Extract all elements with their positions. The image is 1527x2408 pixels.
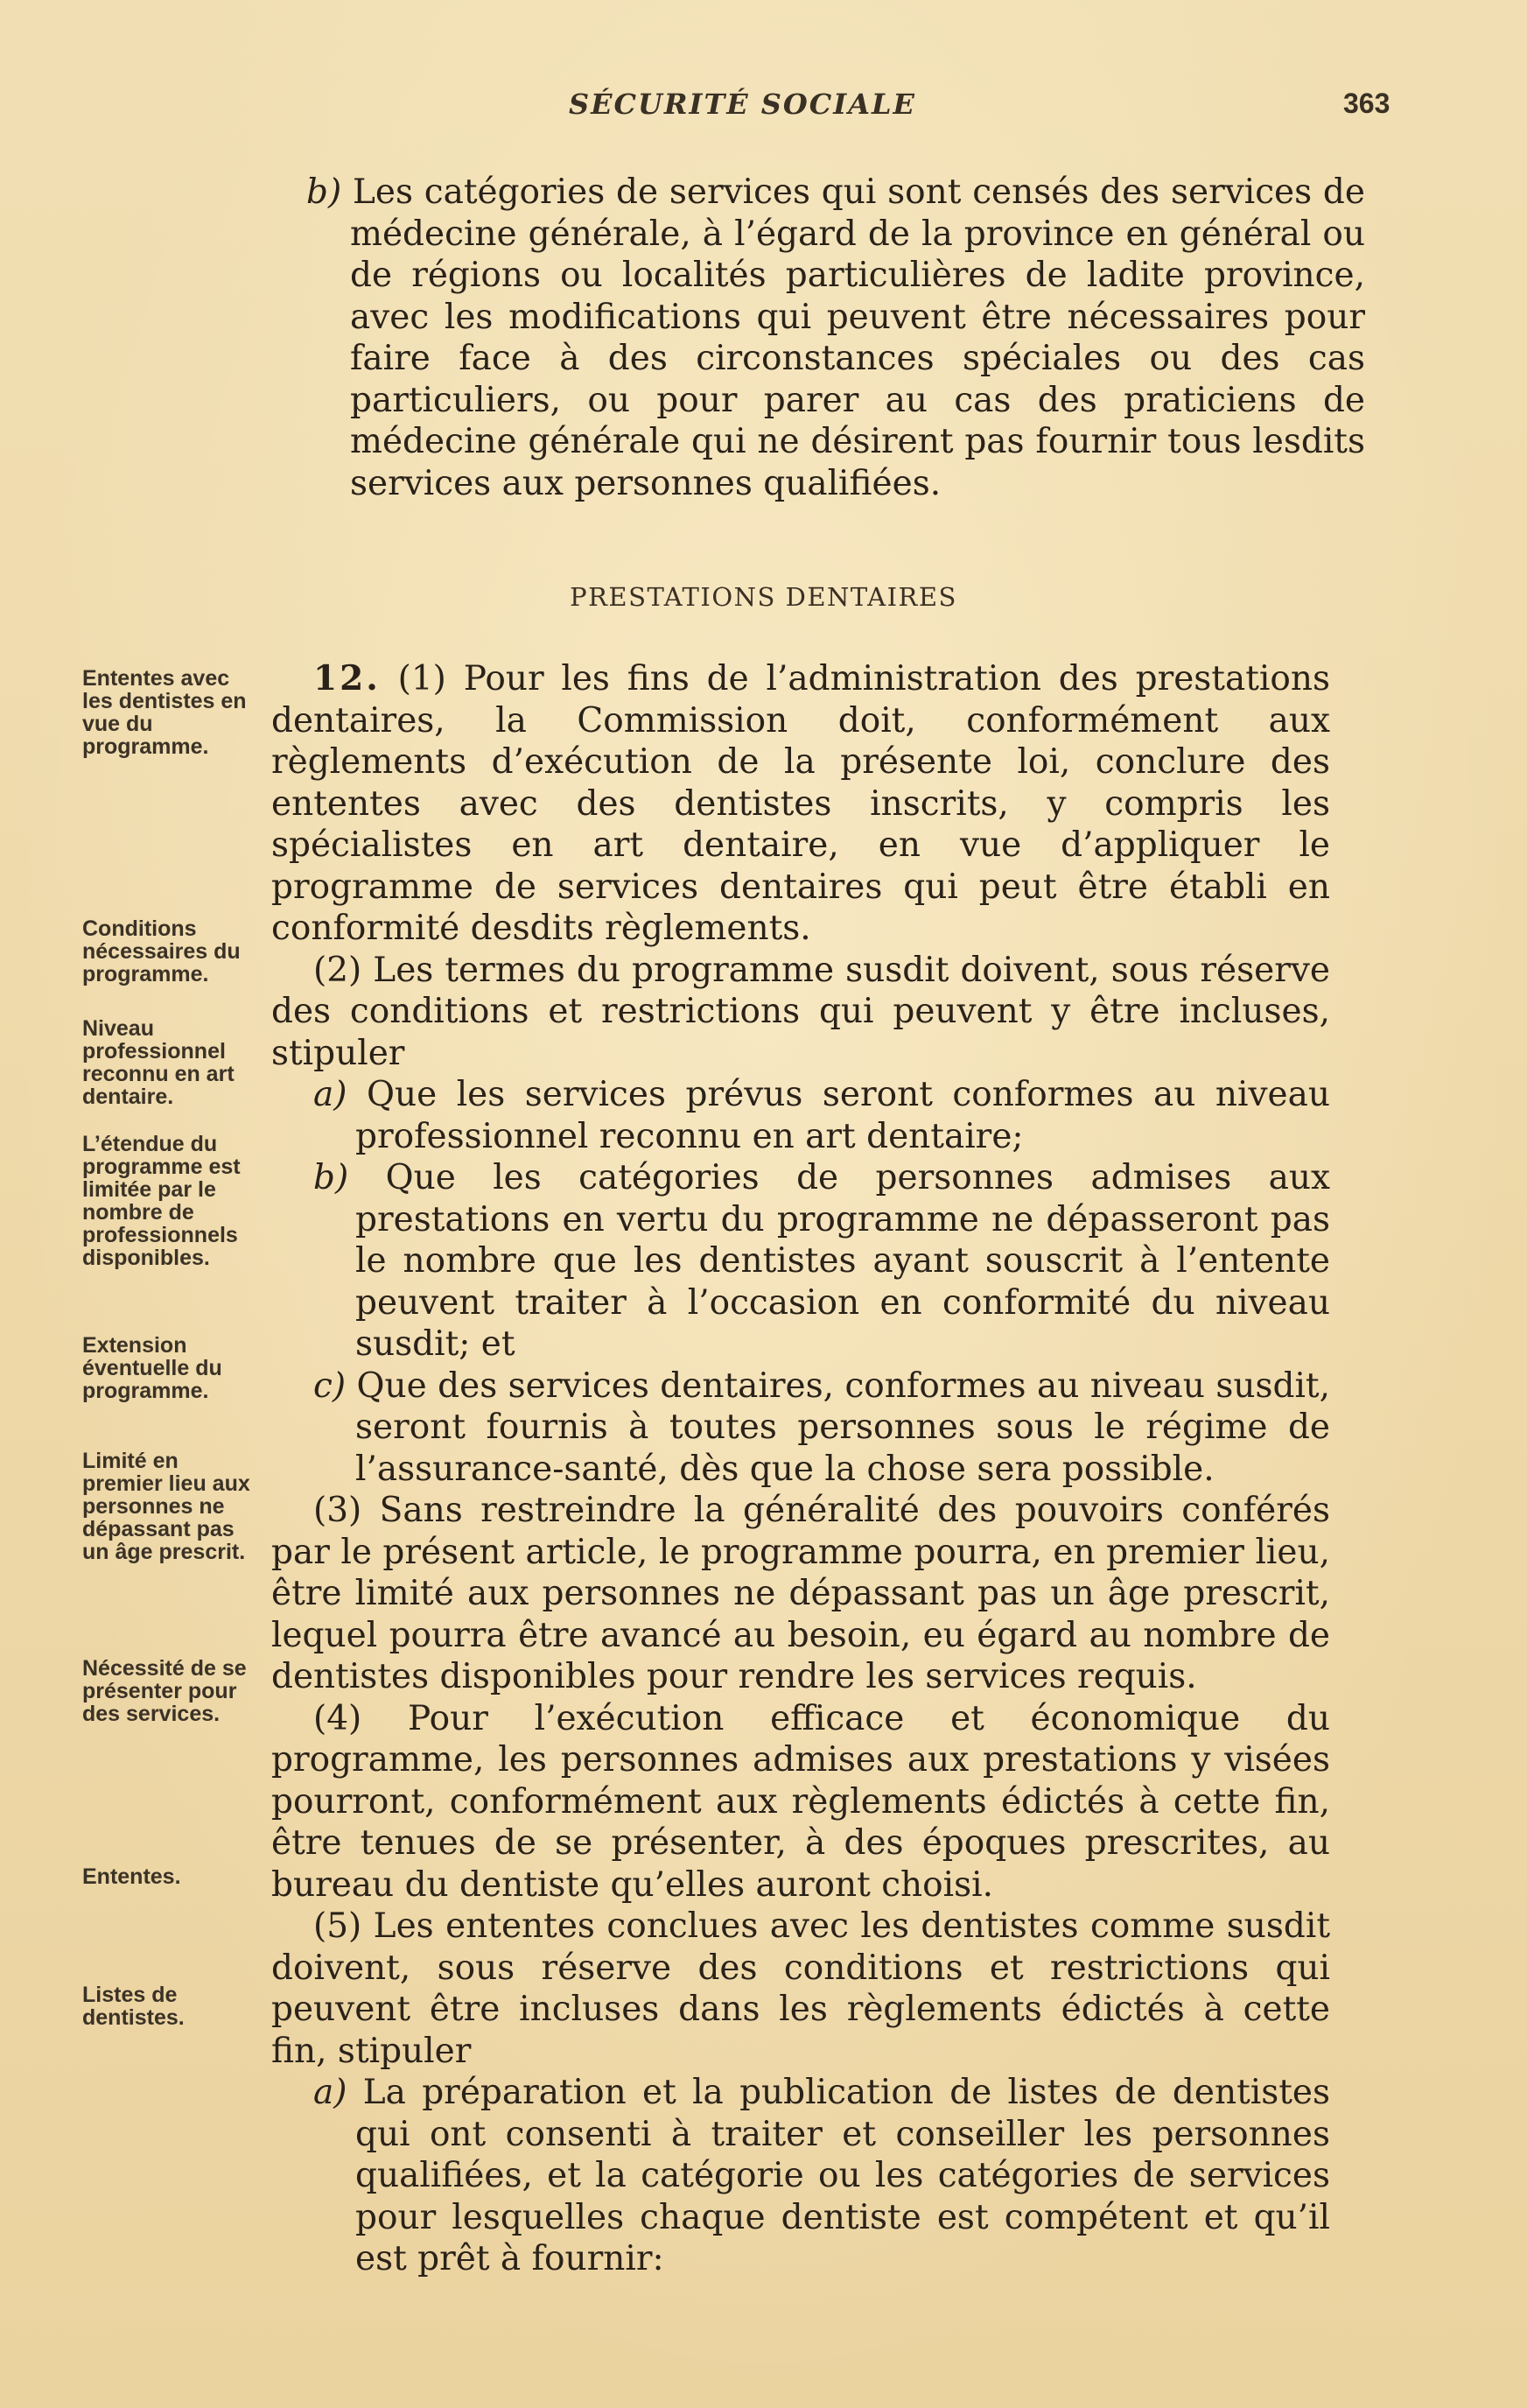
marginal-note: Listes de dentistes. [82, 1983, 185, 2030]
marginal-note: Ententes. [82, 1864, 181, 1889]
clause-text: Les catégories de services qui sont censés des services de médecine générale, à l’égard de la province en général ou de régions ou localités particulières de ladite province, avec les modifications qui peuvent être nécessaires pour faire face à des circonstances spéciales ou des cas particuliers, ou pour parer au cas des praticiens de médecine générale qui ne désirent pas fournir tous lesdits services aux personnes qualifiées. [350, 172, 1365, 503]
clause-label: c) [313, 1365, 347, 1406]
clause-text: La préparation et la publication de listes de dentistes qui ont consenti à traiter et conseiller les personnes qualifiées, et la catégorie ou les catégories de services pour lesquelles chaque dentiste est compétent et qu’il est prêt à fournir: [355, 2073, 1330, 2278]
clause-label: a) [313, 2073, 347, 2112]
paragraph-2: (2) Les termes du programme susdit doivent, sous réserve des conditions et restrictions qui peuvent y être incluses, stipuler [271, 950, 1330, 1073]
clause-label: b) [313, 1158, 349, 1197]
clause-text: Que les services prévus seront conformes au niveau professionnel reconnu en art dentaire; [355, 1075, 1330, 1156]
page-header [0, 88, 1527, 131]
clause-label: b) [306, 172, 342, 212]
marginal-note: Limité en premier lieu aux personnes ne dépassant pas un âge prescrit. [82, 1449, 250, 1564]
clause-b-continued [306, 172, 1365, 504]
paragraph-4: (4) Pour l’exécution efficace et économique du programme, les personnes admises aux prestations y visées pourront, conformément aux règlements édictés à cette fin, être tenues de se présenter, à des époques prescrites, au bureau du dentiste qu’elles auront choisi. [271, 1698, 1330, 1905]
section-heading: PRESTATIONS DENTAIRES [570, 582, 957, 612]
paragraph-1 [271, 658, 1330, 950]
clause-text: Que les catégories de personnes admises aux prestations en vertu du programme ne dépasseront pas le nombre que les dentistes ayant souscrit à l’entente peuvent traiter à l’occasion en conformité du niveau susdit; et [355, 1158, 1330, 1364]
marginal-note: Nécessité de se présenter pour des services. [82, 1656, 247, 1726]
clause-item [313, 1074, 1330, 1157]
paragraph-text: (1) Pour les fins de l’administration des prestations dentaires, la Commission doit, conformément aux règlements d’exécution de la présente loi, conclure des ententes avec des dentistes inscrits, y compris les spécialistes en art dentaire, en vue d’appliquer le programme de services dentaires qui peut être établi en conformité desdits règlements. [271, 659, 1330, 948]
marginal-note: L’étendue du programme est limitée par le nombre de professionnels disponibles. [82, 1132, 241, 1270]
section-12 [271, 658, 1330, 2280]
page-number: 363 [1343, 88, 1390, 119]
running-head: SÉCURITÉ SOCIALE [569, 88, 916, 121]
section-number: 12. [313, 658, 381, 699]
marginal-note: Conditions nécessaires du programme. [82, 916, 241, 986]
marginal-note: Extension éventuelle du programme. [82, 1333, 222, 1403]
marginal-note: Ententes avec les dentistes en vue du programme. [82, 666, 247, 759]
clause-item [313, 1365, 1330, 1491]
paragraph-3: (3) Sans restreindre la généralité des pouvoirs conférés par le présent article, le programme pourra, en premier lieu, être limité aux personnes ne dépassant pas un âge prescrit, lequel pourra être avancé au besoin, eu égard au nombre de dentistes disponibles pour rendre les services requis. [271, 1491, 1330, 1696]
marginal-note: Niveau professionnel reconnu en art dentaire. [82, 1016, 235, 1109]
paragraph-5: (5) Les ententes conclues avec les dentistes comme susdit doivent, sous réserve des conditions et restrictions qui peuvent être incluses dans les règlements édictés à cette fin, stipuler [271, 1906, 1330, 2071]
clause-label: a) [313, 1075, 347, 1114]
clause-item [313, 1157, 1330, 1365]
clause-text: Que des services dentaires, conformes au niveau susdit, seront fournis à toutes personnes sous le régime de l’assurance-santé, dès que la chose sera possible. [355, 1365, 1330, 1489]
clause-item [313, 2072, 1330, 2280]
